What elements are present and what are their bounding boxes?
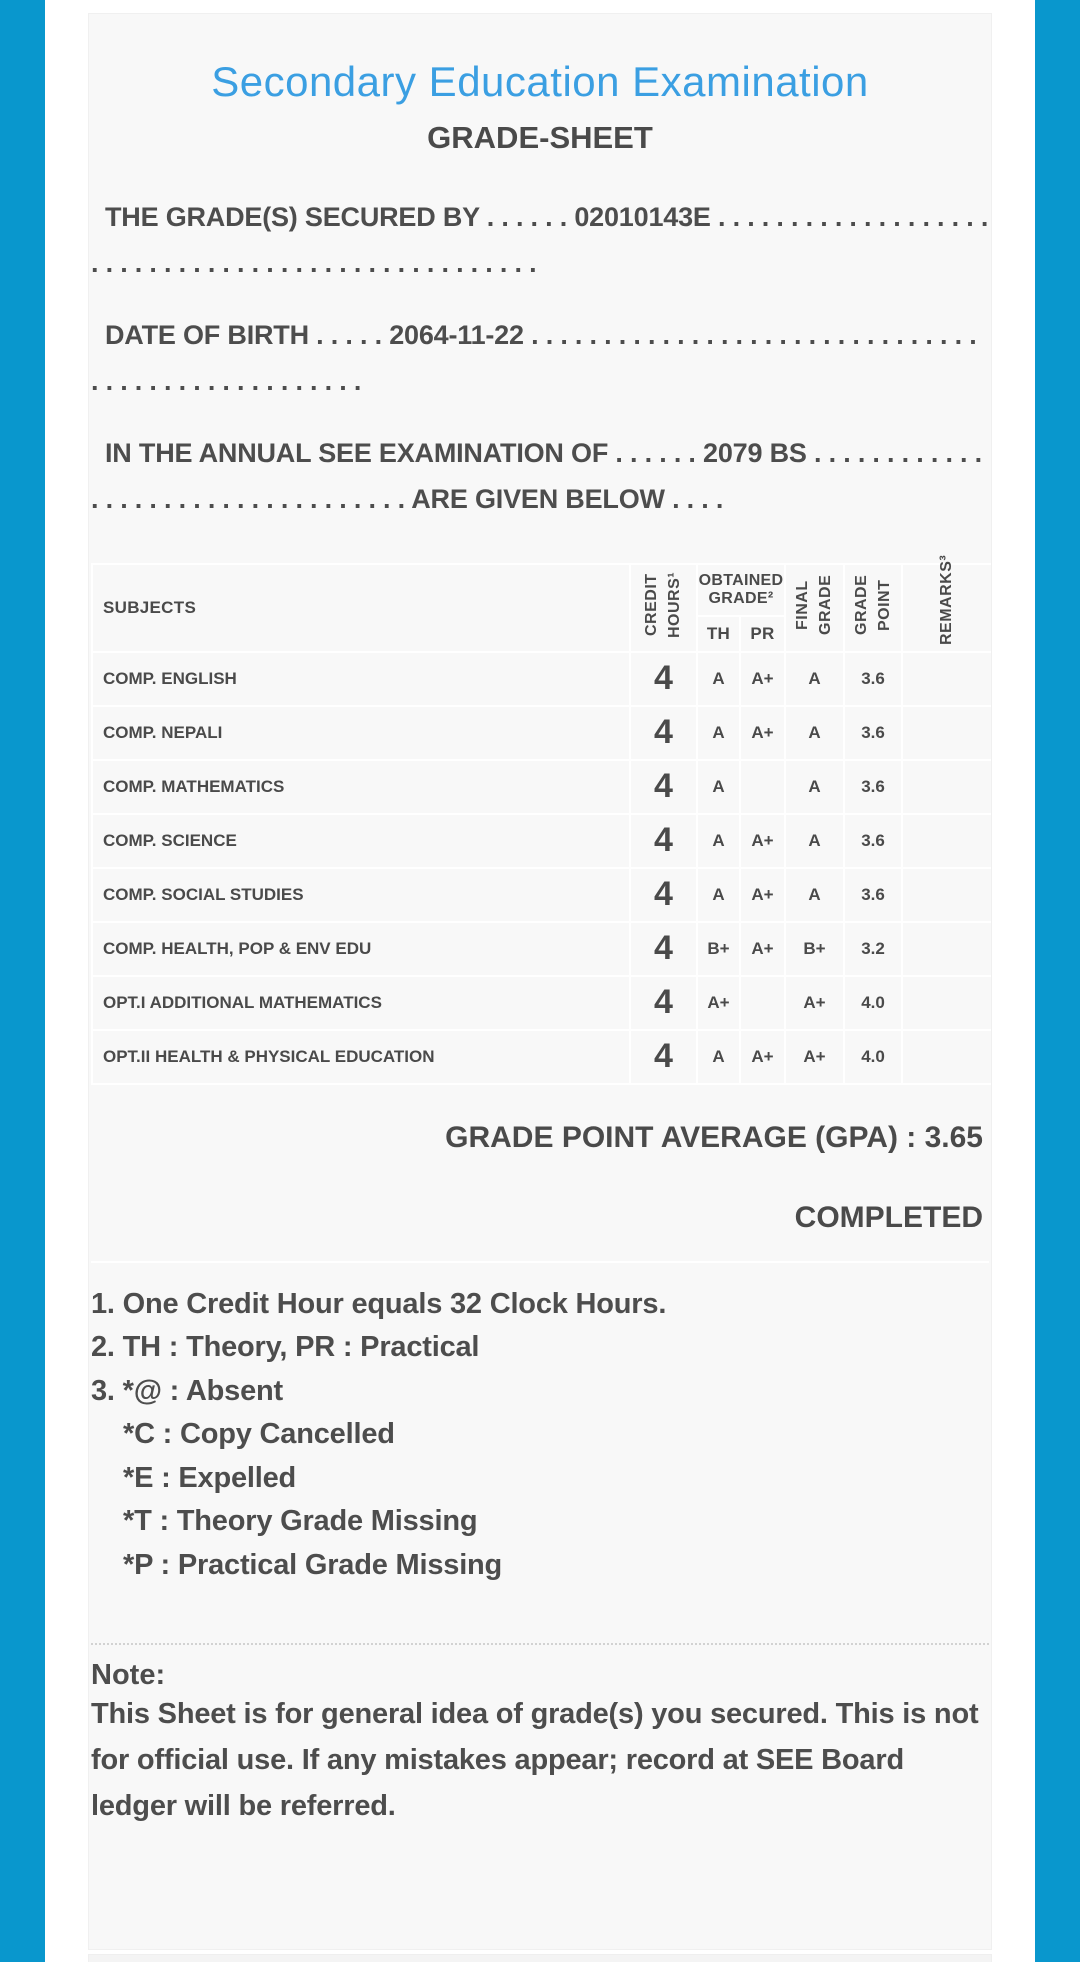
subject-cell: COMP. ENGLISH — [92, 652, 630, 706]
subject-cell: COMP. MATHEMATICS — [92, 760, 630, 814]
footnote-item: 3. *@ : Absent — [91, 1374, 283, 1407]
column-header-pr: PR — [740, 616, 785, 652]
note-block — [91, 1643, 989, 1829]
th-grade-cell: A — [697, 1030, 740, 1084]
footnote-item: 2. TH : Theory, PR : Practical — [91, 1331, 480, 1364]
column-header-credit-hours — [630, 564, 697, 652]
grade-point-cell: 3.6 — [844, 868, 902, 922]
footnote-item: *P : Practical Grade Missing — [123, 1548, 503, 1581]
remarks-cell — [902, 814, 992, 868]
pr-grade-cell: A+ — [740, 652, 785, 706]
remarks-cell — [902, 652, 992, 706]
credit-hours-cell: 4 — [630, 814, 697, 868]
th-grade-cell: A — [697, 706, 740, 760]
final-grade-cell: A+ — [785, 976, 844, 1030]
pr-grade-cell: A+ — [740, 1030, 785, 1084]
th-grade-cell: A+ — [697, 976, 740, 1030]
subject-cell: OPT.II HEALTH & PHYSICAL EDUCATION — [92, 1030, 630, 1084]
footnotes-list — [91, 1263, 989, 1588]
statement-date-of-birth: DATE OF BIRTH . . . . . 2064-11-22 . . . . . . . . . . . . . . . . . . . . . . . . . . . . . . . . . . . . . . . . . . . . . . . . . . — [91, 319, 977, 397]
grade-sheet-card — [88, 13, 992, 1950]
note-label: Note: — [91, 1659, 166, 1692]
table-row — [92, 760, 992, 814]
grades-table — [91, 554, 992, 1085]
grade-point-vertical-label: GRADE POINT — [852, 574, 894, 636]
remarks-cell — [902, 976, 992, 1030]
grades-table-header — [92, 554, 992, 652]
subject-cell: COMP. HEALTH, POP & ENV EDU — [92, 922, 630, 976]
statement-grades-secured-by: THE GRADE(S) SECURED BY . . . . . . 02010143E . . . . . . . . . . . . . . . . . . . . . . . . . . . . . . . . . . . . . . . . . . . . . . . . . . — [91, 202, 989, 279]
table-row — [92, 868, 992, 922]
footnote-item: *C : Copy Cancelled — [123, 1418, 395, 1451]
table-row — [92, 922, 992, 976]
statement-examination-of: IN THE ANNUAL SEE EXAMINATION OF . . . . . . 2079 BS . . . . . . . . . . . . . . . . . . . . . . . . . . . . . . . . . . ARE GIVEN BELOW . . . . — [91, 437, 982, 515]
final-grade-cell: A — [785, 868, 844, 922]
remarks-cell — [902, 922, 992, 976]
th-grade-cell: A — [697, 814, 740, 868]
final-grade-cell: A+ — [785, 1030, 844, 1084]
pr-grade-cell: A+ — [740, 814, 785, 868]
table-row — [92, 706, 992, 760]
table-row — [92, 1030, 992, 1084]
pr-grade-cell — [740, 760, 785, 814]
pr-grade-cell: A+ — [740, 922, 785, 976]
column-header-th: TH — [697, 616, 740, 652]
subject-cell: COMP. SOCIAL STUDIES — [92, 868, 630, 922]
credit-hours-cell: 4 — [630, 1030, 697, 1084]
credit-hours-cell: 4 — [630, 976, 697, 1030]
pr-grade-cell: A+ — [740, 868, 785, 922]
grade-point-cell: 3.6 — [844, 760, 902, 814]
credit-hours-cell: 4 — [630, 868, 697, 922]
th-grade-cell: A — [697, 868, 740, 922]
subject-cell: OPT.I ADDITIONAL MATHEMATICS — [92, 976, 630, 1030]
remarks-cell — [902, 868, 992, 922]
page-subtitle: GRADE-SHEET — [427, 120, 653, 155]
table-row — [92, 652, 992, 706]
th-grade-cell: A — [697, 652, 740, 706]
completion-status: COMPLETED — [794, 1200, 983, 1234]
subject-cell: COMP. NEPALI — [92, 706, 630, 760]
grades-table-body — [92, 652, 992, 1084]
credit-hours-cell: 4 — [630, 760, 697, 814]
footnote-item: *T : Theory Grade Missing — [123, 1505, 478, 1538]
page-title: Secondary Education Examination — [211, 58, 869, 105]
table-row — [92, 814, 992, 868]
next-card-sliver — [88, 1954, 992, 1962]
pr-grade-cell: A+ — [740, 706, 785, 760]
remarks-cell — [902, 706, 992, 760]
grade-point-cell: 4.0 — [844, 1030, 902, 1084]
final-grade-cell: A — [785, 814, 844, 868]
grade-point-cell: 3.6 — [844, 652, 902, 706]
final-grade-cell: A — [785, 652, 844, 706]
footnote-item: 1. One Credit Hour equals 32 Clock Hours. — [91, 1287, 667, 1320]
subject-cell: COMP. SCIENCE — [92, 814, 630, 868]
remarks-cell — [902, 1030, 992, 1084]
th-grade-cell: A — [697, 760, 740, 814]
column-header-subjects: SUBJECTS — [92, 564, 630, 652]
final-grade-vertical-label: FINAL GRADE — [794, 574, 835, 636]
final-grade-cell: A — [785, 706, 844, 760]
final-grade-cell: B+ — [785, 922, 844, 976]
note-text: This Sheet is for general idea of grade(s) you secured. This is not for official use. If any mistakes appear; record at SEE Board ledger will be referred. — [91, 1698, 979, 1822]
grade-point-cell: 4.0 — [844, 976, 902, 1030]
table-row — [92, 976, 992, 1030]
page-strip — [45, 0, 1035, 1962]
statements-block — [91, 194, 989, 523]
th-grade-cell: B+ — [697, 922, 740, 976]
final-grade-cell: A — [785, 760, 844, 814]
grade-point-cell: 3.2 — [844, 922, 902, 976]
remarks-cell — [902, 760, 992, 814]
footnote-item: *E : Expelled — [123, 1461, 297, 1494]
gpa-line: GRADE POINT AVERAGE (GPA) : 3.65 — [445, 1120, 983, 1154]
credit-hours-cell: 4 — [630, 706, 697, 760]
credit-hours-cell: 4 — [630, 922, 697, 976]
grade-point-cell: 3.6 — [844, 706, 902, 760]
column-header-remarks — [902, 554, 992, 652]
grade-point-cell: 3.6 — [844, 814, 902, 868]
pr-grade-cell — [740, 976, 785, 1030]
column-header-grade-point — [844, 564, 902, 652]
column-header-final-grade — [785, 564, 844, 652]
credit-hours-vertical-label: CREDIT HOURS¹ — [643, 572, 684, 639]
column-header-obtained-grade: OBTAINED GRADE² — [697, 564, 785, 616]
summary-block — [91, 1085, 989, 1263]
credit-hours-cell: 4 — [630, 652, 697, 706]
remarks-vertical-label: REMARKS³ — [938, 554, 956, 646]
